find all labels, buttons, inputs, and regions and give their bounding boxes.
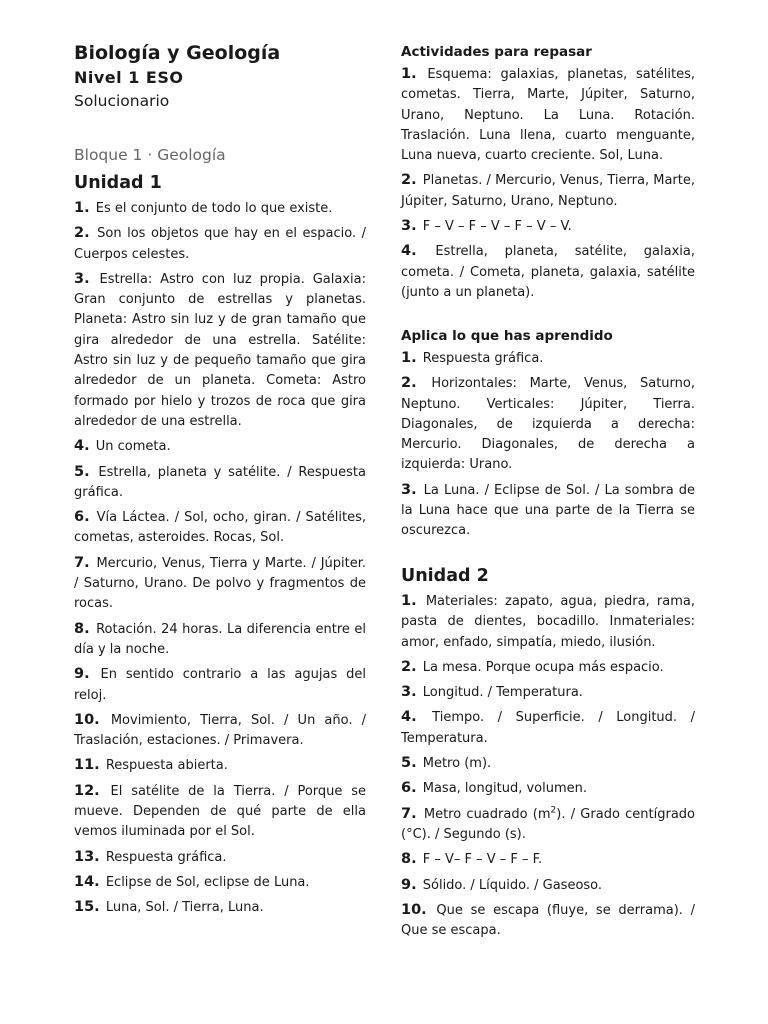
answer-number: 10. — [401, 901, 427, 918]
aplica-section — [401, 326, 695, 546]
answer-number: 15. — [74, 899, 100, 916]
answer-item — [74, 553, 366, 615]
answer-text: Estrella: Astro con luz propia. Galaxia: Gran conjunto de estrellas y planetas. Planeta: Astro sin luz y de gran tamaño que gira alrededor de una estrella. Satélite: Astro sin luz y de pequeño tamaño que gira alrededor de un planeta. Cometa: Astro formado por hielo y trozos de roca que gira alrededor de una estrella. — [74, 271, 366, 429]
answer-text: Sólido. / Líquido. / Gaseoso. — [422, 877, 603, 893]
document-level: Nivel 1 ESO — [74, 68, 184, 87]
answer-item — [74, 781, 366, 843]
answer-item — [401, 804, 695, 846]
answer-item — [401, 591, 695, 653]
answer-text: Un cometa. — [95, 439, 171, 455]
answer-number: 13. — [74, 848, 100, 865]
answer-text: F – V– F – V – F – F. — [422, 852, 543, 868]
answer-item — [74, 755, 366, 776]
answer-item — [74, 462, 366, 504]
answer-text: La mesa. Porque ocupa más espacio. — [422, 659, 664, 675]
repasar-answers — [401, 64, 695, 303]
answer-number: 7. — [74, 554, 90, 571]
answer-item — [401, 480, 695, 542]
answer-item — [401, 753, 695, 774]
answer-text: Metro cuadrado (m — [423, 806, 551, 822]
answer-item — [401, 849, 695, 870]
answer-item — [74, 223, 366, 265]
answer-text: Planetas. / Mercurio, Venus, Tierra, Marte, Júpiter, Saturno, Urano, Neptuno. — [401, 173, 695, 209]
answer-text: Eclipse de Sol, eclipse de Luna. — [105, 874, 310, 890]
answer-number: 2. — [74, 225, 90, 242]
answer-number: 5. — [401, 755, 417, 772]
answer-number: 1. — [401, 350, 417, 366]
document-title: Biología y Geología — [74, 42, 281, 64]
answer-number: 12. — [74, 782, 100, 799]
answer-number: 3. — [401, 218, 417, 235]
answer-number: 2. — [401, 172, 417, 189]
answer-number: 3. — [401, 481, 417, 498]
repasar-title: Actividades para repasar — [401, 44, 592, 60]
answer-item — [74, 436, 366, 457]
answer-text: Vía Láctea. / Sol, ocho, giran. / Satélites, cometas, asteroides. Rocas, Sol. — [74, 510, 367, 546]
answer-item — [74, 872, 366, 893]
answer-item — [74, 664, 366, 706]
answer-item — [401, 64, 695, 166]
answer-text: Son los objetos que hay en el espacio. / Cuerpos celestes. — [74, 226, 366, 262]
answer-number: 4. — [401, 243, 417, 260]
answer-text: F – V – F – V – F – V – V. — [422, 219, 572, 235]
answer-text: Respuesta abierta. — [105, 758, 228, 774]
answer-text: La Luna. / Eclipse de Sol. / La sombra de la Luna hace que una parte de la Tierra se oscurezca. — [401, 482, 695, 539]
answer-item — [401, 241, 695, 303]
unit-2-answers — [401, 591, 695, 941]
answer-text: ). / Grado centígrado (°C). / Segundo (s). — [401, 806, 695, 842]
answer-number: 1. — [401, 593, 417, 609]
block-heading: Bloque 1 · Geología — [74, 146, 226, 164]
answer-number: 1. — [401, 66, 417, 82]
superscript: 2 — [550, 805, 557, 816]
answer-item — [401, 373, 695, 475]
document-subtitle: Solucionario — [74, 92, 170, 110]
repasar-section — [401, 42, 695, 307]
answer-item — [401, 170, 695, 212]
answer-text: El satélite de la Tierra. / Porque se mueve. Dependen de qué parte de ella vemos iluminada por el Sol. — [74, 783, 366, 840]
answer-number: 4. — [74, 438, 90, 455]
answer-text: Materiales: zapato, agua, piedra, rama, pasta de dientes, bocadillo. Inmateriales: amor, enfado, simpatía, miedo, ilusión. — [401, 594, 695, 650]
answer-item — [401, 216, 695, 237]
answer-number: 7. — [401, 805, 417, 822]
answer-item — [74, 847, 366, 868]
answer-text: Respuesta gráfica. — [105, 849, 227, 865]
answer-text: Esquema: galaxias, planetas, satélites, cometas. Tierra, Marte, Júpiter, Saturno, Urano, Neptuno. La Luna. Rotación. Traslación. Luna llena, cuarto menguante, Luna nueva, cuarto creciente. Sol, Luna. — [401, 67, 696, 164]
answer-item — [401, 657, 695, 678]
answer-item — [74, 198, 366, 219]
answer-text: Tiempo. / Superficie. / Longitud. / Temperatura. — [401, 710, 695, 746]
answer-text: Mercurio, Venus, Tierra y Marte. / Júpiter. / Saturno, Urano. De polvo y fragmentos de rocas. — [74, 555, 367, 612]
answer-item — [401, 707, 695, 749]
answer-text: Metro (m). — [422, 756, 492, 772]
answer-number: 8. — [401, 851, 417, 868]
answer-number: 6. — [74, 509, 90, 526]
answer-text: Horizontales: Marte, Venus, Saturno, Neptuno. Verticales: Júpiter, Tierra. Diagonales, de izquierda a derecha: Mercurio. Diagonales, de derecha a izquierda: Urano. — [401, 376, 695, 473]
answer-text: En sentido contrario a las agujas del reloj. — [74, 667, 366, 703]
aplica-title: Aplica lo que has aprendido — [401, 328, 613, 344]
unit-2-section — [401, 564, 695, 945]
answer-item — [74, 507, 366, 549]
answer-item — [401, 682, 695, 703]
answer-item — [401, 778, 695, 799]
answer-number: 2. — [401, 658, 417, 675]
answer-text: Estrella, planeta y satélite. / Respuesta gráfica. — [74, 464, 366, 500]
answer-text: Respuesta gráfica. — [422, 351, 544, 366]
answer-text: Es el conjunto de todo lo que existe. — [95, 201, 333, 216]
answer-number: 1. — [74, 200, 90, 216]
answer-item — [74, 619, 366, 661]
answer-item — [401, 900, 695, 942]
answer-text: Luna, Sol. / Tierra, Luna. — [105, 900, 264, 916]
answer-text: Que se escapa (fluye, se derrama). / Que se escapa. — [401, 902, 695, 939]
answer-number: 5. — [74, 463, 90, 480]
unit-1-answers — [74, 198, 366, 919]
answer-number: 11. — [74, 757, 100, 774]
answer-number: 8. — [74, 620, 90, 637]
answer-number: 6. — [401, 780, 417, 797]
unit-1-title: Unidad 1 — [74, 173, 162, 193]
answer-item — [74, 269, 366, 432]
answer-number: 9. — [74, 666, 90, 683]
answer-number: 2. — [401, 375, 417, 392]
answer-number: 4. — [401, 709, 417, 726]
answer-item — [74, 897, 366, 918]
answer-number: 3. — [74, 270, 90, 287]
answer-item — [401, 875, 695, 896]
answer-number: 10. — [74, 711, 100, 728]
answer-number: 3. — [401, 684, 417, 701]
answer-item — [74, 710, 366, 752]
unit-2-title: Unidad 2 — [401, 566, 489, 586]
answer-number: 14. — [74, 873, 100, 890]
unit-1-section — [74, 171, 366, 923]
answer-text: Estrella, planeta, satélite, galaxia, cometa. / Cometa, planeta, galaxia, satélite (junto a un planeta). — [401, 244, 695, 300]
answer-item — [401, 348, 695, 369]
answer-number: 9. — [401, 876, 417, 893]
aplica-answers — [401, 348, 695, 542]
answer-text: Rotación. 24 horas. La diferencia entre el día y la noche. — [74, 621, 366, 657]
answer-text: Movimiento, Tierra, Sol. / Un año. / Traslación, estaciones. / Primavera. — [74, 712, 367, 749]
answer-text: Longitud. / Temperatura. — [422, 685, 583, 701]
answer-text: Masa, longitud, volumen. — [422, 781, 587, 797]
